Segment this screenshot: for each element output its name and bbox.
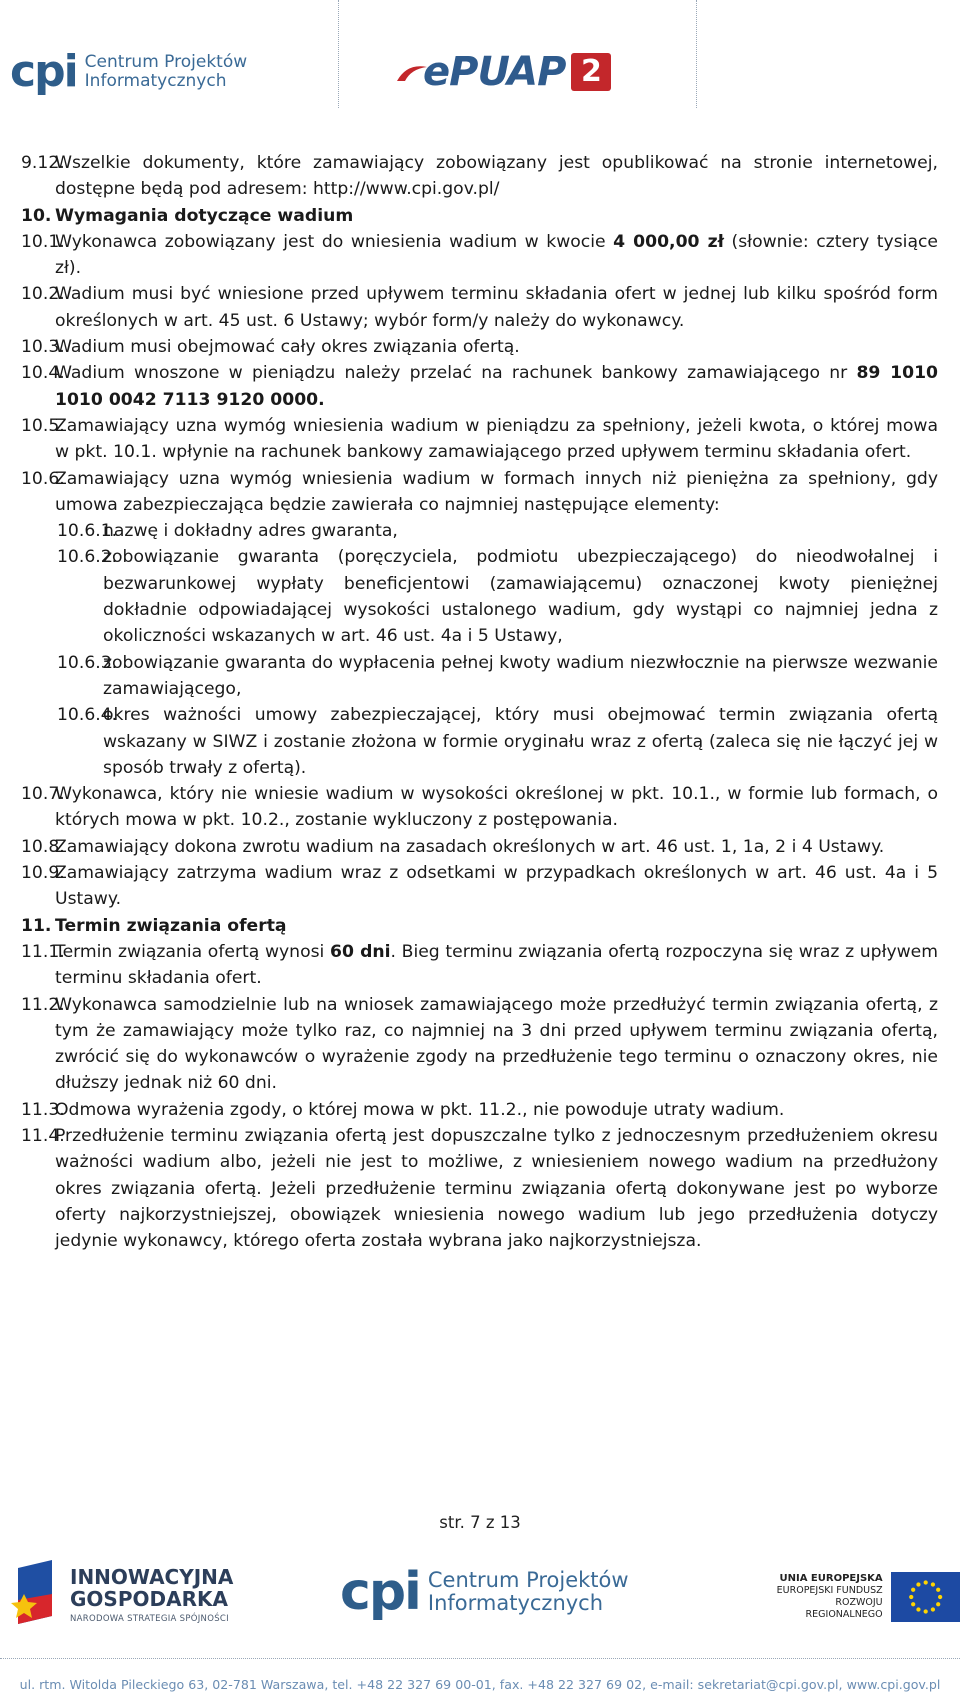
section-number: 11. <box>21 915 52 936</box>
footer-divider <box>0 1658 960 1659</box>
section-title: Wymagania dotyczące wadium <box>55 205 354 226</box>
paragraph-item <box>0 939 960 992</box>
footer-address: ul. rtm. Witolda Pileckiego 63, 02-781 Warszawa, tel. +48 22 327 69 00-01, fax. +48 22 327 69 02, e-mail: sekretariat@cpi.gov.pl, www.cpi.gov.pl <box>19 1677 941 1692</box>
section-heading <box>0 913 960 939</box>
innowacyjna-gospodarka-logo <box>10 1560 233 1630</box>
paragraph-item <box>0 466 960 519</box>
paragraph-item <box>0 229 960 282</box>
item-number: 10.3. <box>21 337 65 358</box>
item-text-bold: 89 1010 1010 0042 7113 9120 0000. <box>55 363 938 410</box>
item-number: 11.4. <box>21 1125 65 1146</box>
item-text: zobowiązanie gwaranta do wypłacenia pełnej kwoty wadium niezwłocznie na pierwsze wezwanie zamawiającego, <box>103 652 938 699</box>
eu-star-icon <box>923 1580 927 1584</box>
eu-star-icon <box>938 1595 942 1599</box>
eu-star-icon <box>930 1582 934 1586</box>
cpi-logo-mark: cpi <box>10 46 77 97</box>
footer-cpi-line2: Informatycznych <box>427 1591 604 1615</box>
item-number: 9.12. <box>21 153 65 173</box>
item-text: Odmowa wyrażenia zgody, o której mowa w pkt. 11.2., nie powoduje utraty wadium. <box>55 1099 785 1120</box>
page-number: str. 7 z 13 <box>439 1513 521 1532</box>
item-text: Wadium musi być wniesione przed upływem terminu składania ofert w jednej lub kilku spośród form określonych w art. 45 ust. 6 Ustawy; wybór form/y należy do wykonawcy. <box>55 284 938 331</box>
epuap-logo <box>395 49 611 95</box>
cpi-logo-line2: Informatycznych <box>84 71 227 91</box>
innowacyjna-gospodarka-flag-icon <box>10 1560 56 1630</box>
paragraph-item <box>0 150 960 203</box>
eu-star-icon <box>909 1595 913 1599</box>
item-text: Zamawiający uzna wymóg wniesienia wadium w formach innych niż pieniężna za spełniony, gdy umowa zabezpieczająca będzie zawierała co najmniej następujące elementy: <box>55 468 938 515</box>
ig-line2: GOSPODARKA <box>70 1587 228 1611</box>
eu-star-icon <box>911 1602 915 1606</box>
section-title: Termin związania ofertą <box>55 915 287 936</box>
item-text: Przedłużenie terminu związania ofertą jest dopuszczalne tylko z jednoczesnym przedłużeniem okresu ważności wadium albo, jeżeli nie jest to możliwe, z wniesieniem nowego wadium na przedłużony okres związania ofertą. Jeżeli przedłużenie terminu związania ofertą dokonywane jest po wyborze oferty najkorzystniejszej, obowiązek wniesienia nowego wadium lub jego przedłużenia dotyczy jedynie wykonawcy, którego oferta została wybrana jako najkorzystniejsza. <box>55 1125 938 1252</box>
eu-line2: EUROPEJSKI FUNDUSZ <box>776 1585 883 1596</box>
paragraph-item <box>0 834 960 860</box>
epuap-logo-word: ePUAP <box>423 49 566 95</box>
item-text: Zamawiający uzna wymóg wniesienia wadium w pieniądzu za spełniony, jeżeli kwota, o której mowa w pkt. 10.1. wpłynie na rachunek bankowy zamawiającego przed upływem terminu składania ofert. <box>55 415 938 463</box>
paragraph-item <box>0 334 960 360</box>
paragraph-item <box>0 781 960 834</box>
item-number: 10.6. <box>21 468 65 489</box>
item-number: 11.1. <box>21 941 65 962</box>
eu-line1: UNIA EUROPEJSKA <box>779 1573 883 1584</box>
item-text: Wadium musi obejmować cały okres związania ofertą. <box>55 337 520 358</box>
footer-logos <box>0 1560 960 1650</box>
eu-star-icon <box>916 1582 920 1586</box>
item-text: Zamawiający dokona zwrotu wadium na zasadach określonych w art. 46 ust. 1, 1a, 2 i 4 Ustawy. <box>55 836 885 857</box>
eu-star-icon <box>923 1609 927 1613</box>
paragraph-item <box>0 360 960 413</box>
item-text: Termin związania ofertą wynosi <box>55 941 330 962</box>
footer-cpi-line1: Centrum Projektów <box>427 1568 629 1592</box>
item-number: 10.6.2. <box>57 547 118 568</box>
paragraph-item <box>0 544 960 649</box>
paragraph-item <box>0 650 960 703</box>
section-heading <box>0 203 960 229</box>
cpi-logo-text <box>85 53 247 91</box>
item-text: Zamawiający zatrzyma wadium wraz z odsetkami w przypadkach określonych w art. 46 ust. 4a i 5 Ustawy. <box>55 863 938 910</box>
eu-logo <box>760 1572 960 1622</box>
document-body <box>0 150 960 1254</box>
section-number: 10. <box>21 205 52 226</box>
eu-star-icon <box>916 1607 920 1611</box>
item-text: okres ważności umowy zabezpieczającej, który musi obejmować termin związania ofertą wskazany w SIWZ i zostanie złożona w formie oryginału wraz z ofertą (zaleca się nie łączyć jej w sposób trwały z ofertą). <box>103 705 938 778</box>
paragraph-item <box>0 1123 960 1254</box>
item-number: 10.9. <box>21 863 65 884</box>
header-divider <box>338 0 339 108</box>
item-number: 10.8. <box>21 836 65 857</box>
header-divider <box>696 0 697 108</box>
item-text: Wadium wnoszone w pieniądzu należy przelać na rachunek bankowy zamawiającego nr <box>55 363 857 384</box>
footer-cpi-logo-mark: cpi <box>340 1562 420 1622</box>
cpi-logo-line1: Centrum Projektów <box>84 52 248 72</box>
paragraph-item <box>0 1097 960 1123</box>
item-text: (słownie: cztery tysiące zł). <box>55 231 939 279</box>
item-text: . Bieg terminu związania ofertą rozpoczyna się wraz z upływem terminu składania ofert. <box>55 941 938 989</box>
item-number: 10.2. <box>21 284 65 305</box>
page-header <box>0 0 960 110</box>
eu-star-icon <box>911 1588 915 1592</box>
item-text: Wszelkie dokumenty, które zamawiający zobowiązany jest opublikować na stronie internetowej, dostępne będą pod adresem: http://www.cpi.gov.pl/ <box>55 153 938 200</box>
footer-cpi-logo <box>340 1562 629 1622</box>
paragraph-item <box>0 992 960 1097</box>
eu-line3: ROZWOJU REGIONALNEGO <box>805 1597 883 1620</box>
ig-line3: NARODOWA STRATEGIA SPÓJNOŚCI <box>70 1614 229 1624</box>
item-text: zobowiązanie gwaranta (poręczyciela, podmiotu ubezpieczającego) do nieodwołalnej i bezwarunkowej wypłaty beneficjentowi (zamawiającemu) oznaczonej kwoty pieniężnej dokładnie odpowiadającej wysokości ustalonego wadium, gdy wystąpi co najmniej jedna z okoliczności wskazanych w art. 46 ust. 4a i 5 Ustawy, <box>103 547 938 647</box>
eu-star-icon <box>936 1588 940 1592</box>
item-text-bold: 4 000,00 zł <box>613 231 724 252</box>
cpi-logo <box>10 46 248 97</box>
paragraph-item <box>0 413 960 466</box>
item-number: 11.2. <box>21 994 65 1015</box>
eu-star-icon <box>930 1607 934 1611</box>
item-number: 10.1. <box>21 231 65 252</box>
item-number: 10.7. <box>21 784 65 805</box>
eu-star-icon <box>936 1602 940 1606</box>
eu-flag-icon <box>891 1572 960 1622</box>
item-number: 10.6.4. <box>57 705 118 726</box>
paragraph-item <box>0 518 960 544</box>
epuap-logo-version: 2 <box>571 53 611 91</box>
item-number: 10.4. <box>21 363 65 384</box>
paragraph-item <box>0 702 960 781</box>
item-text: Wykonawca samodzielnie lub na wniosek zamawiającego może przedłużyć termin związania ofertą, z tym że zamawiający może tylko raz, co najmniej na 3 dni przed upływem terminu związania ofertą, zwrócić się do wykonawców o wyrażenie zgody na przedłużenie tego terminu o oznaczony okres, nie dłuższy jednak niż 60 dni. <box>55 994 938 1094</box>
item-text: Wykonawca, który nie wniesie wadium w wysokości określonej w pkt. 10.1., w formie lub formach, o których mowa w pkt. 10.2., zostanie wykluczony z postępowania. <box>55 784 938 831</box>
item-number: 10.5. <box>21 415 65 436</box>
paragraph-item <box>0 860 960 913</box>
item-text-bold: 60 dni <box>329 941 391 962</box>
item-number: 11.3. <box>21 1099 65 1120</box>
item-number: 10.6.1. <box>57 521 118 542</box>
item-text: Wykonawca zobowiązany jest do wniesienia wadium w kwocie <box>55 231 614 252</box>
ig-line1: INNOWACYJNA <box>70 1565 234 1589</box>
item-number: 10.6.3. <box>57 652 118 673</box>
paragraph-item <box>0 281 960 334</box>
item-text: nazwę i dokładny adres gwaranta, <box>103 521 398 542</box>
